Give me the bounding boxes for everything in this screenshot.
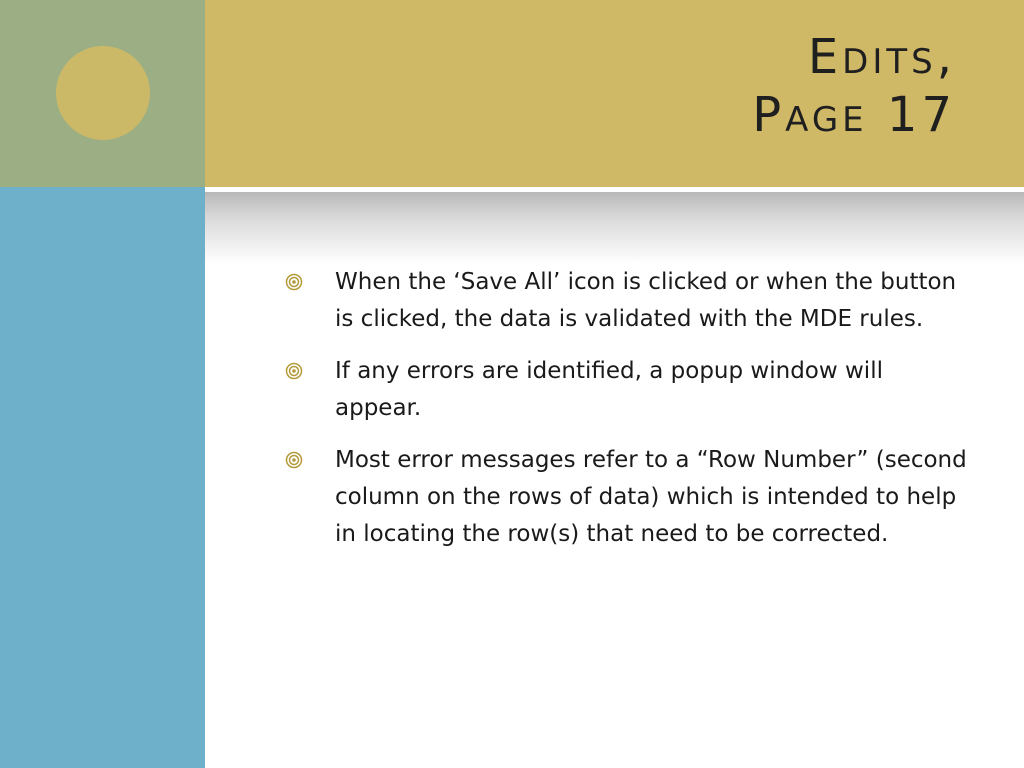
left-top-panel: [0, 0, 205, 187]
slide-title-line-1: Edits,: [807, 29, 956, 85]
bullet-text: If any errors are identified, a popup window will appear.: [335, 358, 883, 421]
bullet-item: [285, 353, 975, 427]
concentric-circle-bullet-icon: [285, 362, 303, 380]
slide-title-line-2: Page 17: [752, 87, 956, 143]
bullet-text: Most error messages refer to a “Row Number” (second column on the rows of data) which is intended to help in locating the row(s) that need to be corrected.: [335, 447, 967, 547]
bullet-text: When the ‘Save All’ icon is clicked or when the button is clicked, the data is validated with the MDE rules.: [335, 269, 957, 332]
decorative-circle: [56, 46, 150, 140]
bullet-item: [285, 442, 975, 553]
left-side-bar: [0, 187, 205, 768]
bullet-list: [285, 264, 975, 568]
concentric-circle-bullet-icon: [285, 273, 303, 291]
concentric-circle-bullet-icon: [285, 451, 303, 469]
bullet-item: [285, 264, 975, 338]
slide-title: [752, 28, 956, 144]
title-shadow-band: [205, 192, 1024, 264]
